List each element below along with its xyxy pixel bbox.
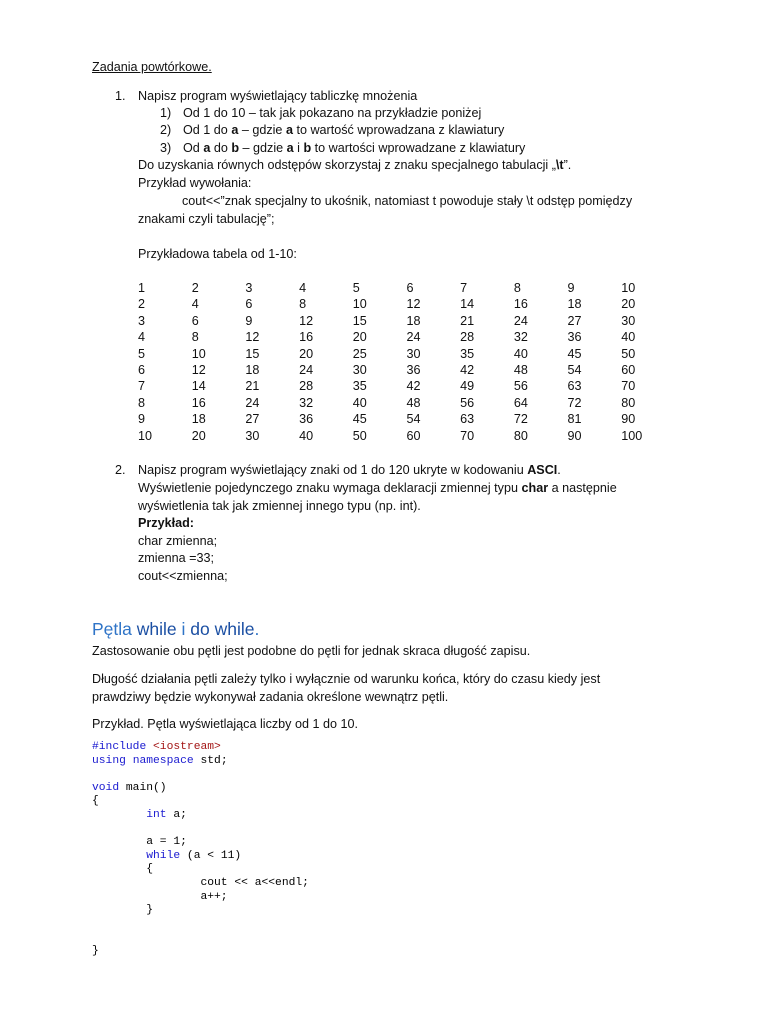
task1-sub-part: Od: [183, 141, 204, 155]
table-cell: 30: [352, 362, 367, 377]
code-cout: cout << a<<endl;: [200, 876, 309, 889]
table-cell: 30: [621, 313, 636, 328]
paragraph-2-line-2: prawdziwy będzie wykonywał zadania określone wewnątrz pętli.: [92, 690, 449, 704]
task2-char: char: [521, 481, 549, 495]
table-cell: 15: [352, 313, 367, 328]
table-cell: 54: [567, 362, 582, 377]
table-cell: 72: [567, 395, 582, 410]
table-cell: 40: [621, 330, 636, 345]
code-close-brace: }: [92, 944, 99, 957]
table-cell: 42: [406, 379, 421, 394]
task2-example-label: Przykład:: [138, 516, 194, 530]
code-increment: a++;: [200, 890, 228, 903]
table-cell: 24: [406, 330, 421, 345]
code-namespace: namespace: [132, 754, 194, 767]
table-cell: 81: [567, 412, 582, 427]
tab-note: [138, 156, 571, 174]
table-cell: 30: [245, 428, 260, 443]
table-cell: 50: [621, 346, 636, 361]
task1-sub-part: a: [203, 141, 211, 155]
table-row: [138, 329, 675, 345]
table-cell: 12: [299, 313, 314, 328]
table-cell: 10: [352, 297, 367, 312]
code-inner-open: {: [146, 863, 154, 876]
table-cell: 60: [406, 428, 421, 443]
table-cell: 48: [406, 395, 421, 410]
table-cell: 16: [191, 395, 206, 410]
task2-code-2: zmienna =33;: [138, 551, 214, 565]
task1-number: 1.: [115, 89, 126, 103]
code-using: using: [92, 754, 126, 767]
table-cell: 64: [513, 395, 528, 410]
table-cell: 2: [191, 281, 199, 295]
table-row: [138, 362, 675, 378]
table-cell: 100: [621, 428, 643, 443]
task1-sub-number: 3): [160, 141, 172, 155]
table-cell: 70: [460, 428, 475, 443]
table-row: [138, 346, 675, 362]
table-cell: 40: [299, 428, 314, 443]
task2-code-1: char zmienna;: [138, 534, 218, 548]
paragraph-3: Przykład. Pętla wyświetlająca liczby od 1 do 10.: [92, 717, 358, 731]
table-cell: 20: [621, 297, 636, 312]
task2-asci: ASCI: [527, 463, 558, 477]
task1-text: Napisz program wyświetlający tabliczkę mnożenia: [138, 89, 418, 103]
task2-line-2-text: Wyświetlenie pojedynczego znaku wymaga deklaracji zmiennej typu: [138, 481, 522, 495]
table-cell: 18: [245, 362, 260, 377]
task1-sub-text: [183, 121, 504, 139]
code-void: void: [92, 781, 120, 794]
table-cell: 20: [352, 330, 367, 345]
table-cell: 9: [138, 412, 146, 427]
table-cell: 5: [138, 346, 146, 361]
code-inner-close: }: [146, 904, 154, 917]
task1-sub-number: 2): [160, 123, 172, 137]
heading-do-while: do while: [190, 619, 255, 639]
tab-note-end: ”.: [563, 158, 572, 172]
code-std: std;: [193, 754, 228, 767]
table-cell: 8: [299, 297, 307, 312]
heading-dot: .: [254, 619, 260, 639]
table-label: Przykładowa tabela od 1-10:: [138, 247, 297, 261]
table-cell: 30: [406, 346, 421, 361]
task2-line-1: [138, 461, 561, 479]
table-cell: 20: [299, 346, 314, 361]
table-cell: 24: [299, 362, 314, 377]
table-cell: 90: [567, 428, 582, 443]
task1-sub-part: Od 1 do 10 – tak jak pokazano na przykładzie poniżej: [183, 106, 482, 120]
table-cell: 42: [460, 362, 475, 377]
table-cell: 7: [460, 281, 468, 295]
task1-sub-part: b: [303, 141, 312, 155]
table-cell: 72: [513, 412, 528, 427]
table-cell: 8: [191, 330, 199, 345]
task2-line-3: wyświetlenia tak jak zmiennej innego typu (np. int).: [138, 499, 421, 513]
table-cell: 45: [352, 412, 367, 427]
task2-line-1-text: Napisz program wyświetlający znaki od 1 do 120 ukryte w kodowaniu: [138, 463, 528, 477]
task1-sub-part: – gdzie: [239, 141, 287, 155]
table-cell: 14: [460, 297, 475, 312]
task2-line-1-end: .: [557, 463, 561, 477]
table-cell: 4: [138, 330, 146, 345]
task1-sub-text: [183, 139, 525, 157]
table-cell: 35: [460, 346, 475, 361]
task1-sub-part: – gdzie: [238, 123, 286, 137]
table-cell: 2: [138, 297, 146, 312]
heading-while: while: [136, 619, 177, 639]
table-cell: 3: [138, 313, 146, 328]
table-cell: 6: [245, 297, 253, 312]
table-cell: 70: [621, 379, 636, 394]
task1-sub-part: a: [231, 123, 239, 137]
table-cell: 24: [245, 395, 260, 410]
task2-line-2-end: a następnie: [548, 481, 617, 495]
table-cell: 28: [299, 379, 314, 394]
table-cell: 80: [513, 428, 528, 443]
task1-sub-number: 1): [160, 106, 172, 120]
table-cell: 3: [245, 281, 253, 295]
table-cell: 9: [567, 281, 575, 295]
table-cell: 56: [513, 379, 528, 394]
table-cell: 8: [513, 281, 521, 295]
table-cell: 10: [138, 428, 153, 443]
table-row: [138, 378, 675, 394]
table-cell: 90: [621, 412, 636, 427]
table-cell: 27: [245, 412, 260, 427]
paragraph-1: Zastosowanie obu pętli jest podobne do pętli for jednak skraca długość zapisu.: [92, 644, 531, 658]
page-title: Zadania powtórkowe.: [92, 60, 212, 74]
example-line-1: cout<<”znak specjalny to ukośnik, natomiast t powoduje stały \t odstęp pomiędzy: [182, 194, 633, 208]
table-row: [138, 395, 675, 411]
heading-and: i: [176, 619, 191, 639]
table-cell: 35: [352, 379, 367, 394]
table-cell: 27: [567, 313, 582, 328]
table-cell: 21: [245, 379, 260, 394]
table-cell: 36: [406, 362, 421, 377]
table-cell: 12: [406, 297, 421, 312]
task2-line-2: [138, 479, 617, 497]
paragraph-2-line-1: Długość działania pętli zależy tylko i wyłącznie od warunku końca, który do czasu kiedy jest: [92, 672, 601, 686]
heading-text: Pętla: [92, 619, 137, 639]
table-cell: 25: [352, 346, 367, 361]
table-cell: 14: [191, 379, 206, 394]
table-row: [138, 313, 675, 329]
table-cell: 18: [567, 297, 582, 312]
table-cell: 4: [191, 297, 199, 312]
code-block: [92, 741, 309, 959]
table-cell: 6: [406, 281, 414, 295]
task1-sub-part: Od 1 do: [183, 123, 232, 137]
table-row: [138, 411, 675, 427]
table-cell: 12: [245, 330, 260, 345]
table-cell: 18: [406, 313, 421, 328]
table-cell: 18: [191, 412, 206, 427]
table-cell: 32: [513, 330, 528, 345]
table-cell: 15: [245, 346, 260, 361]
table-cell: 12: [191, 362, 206, 377]
table-cell: 28: [460, 330, 475, 345]
table-cell: 54: [406, 412, 421, 427]
task1-sub-part: i: [293, 141, 304, 155]
table-cell: 49: [460, 379, 475, 394]
table-cell: 63: [567, 379, 582, 394]
code-while-cond: (a < 11): [180, 849, 242, 862]
task1-sub-text: [183, 104, 481, 122]
table-cell: 1: [138, 281, 146, 295]
code-header: <iostream>: [153, 741, 221, 753]
tab-note-code: \t: [555, 158, 564, 172]
task1-sub-part: a: [286, 141, 294, 155]
table-cell: 6: [138, 362, 146, 377]
table-cell: 16: [299, 330, 314, 345]
table-cell: 32: [299, 395, 314, 410]
task1-sub-part: to wartość wprowadzana z klawiatury: [292, 123, 505, 137]
table-cell: 16: [513, 297, 528, 312]
code-main: main(): [119, 781, 167, 794]
table-row: [138, 280, 675, 296]
example-label: Przykład wywołania:: [138, 176, 252, 190]
table-cell: 36: [299, 412, 314, 427]
code-while: while: [146, 849, 181, 862]
table-cell: 45: [567, 346, 582, 361]
task2-number: 2.: [115, 463, 126, 477]
code-int-var: a;: [166, 808, 187, 821]
task2-code-3: cout<<zmienna;: [138, 569, 228, 583]
table-cell: 4: [299, 281, 307, 295]
task1-sub-part: to wartości wprowadzane z klawiatury: [311, 141, 526, 155]
table-cell: 8: [138, 395, 146, 410]
table-row: [138, 428, 675, 444]
table-cell: 63: [460, 412, 475, 427]
code-assign: a = 1;: [146, 836, 187, 849]
task1-sub-part: do: [210, 141, 232, 155]
code-include: #include: [92, 741, 147, 753]
table-cell: 10: [191, 346, 206, 361]
example-line-2: znakami czyli tabulację”;: [138, 212, 275, 226]
table-cell: 50: [352, 428, 367, 443]
task1-sub-part: a: [285, 123, 293, 137]
table-cell: 40: [513, 346, 528, 361]
table-cell: 60: [621, 362, 636, 377]
code-open-brace: {: [92, 795, 99, 808]
code-int: int: [146, 808, 167, 821]
table-cell: 40: [352, 395, 367, 410]
table-cell: 10: [621, 281, 636, 295]
tab-note-text: Do uzyskania równych odstępów skorzystaj z znaku specjalnego tabulacji „: [138, 158, 556, 172]
multiplication-table: [138, 280, 675, 444]
section-heading: [92, 619, 259, 640]
table-cell: 7: [138, 379, 146, 394]
table-cell: 56: [460, 395, 475, 410]
table-cell: 20: [191, 428, 206, 443]
table-cell: 6: [191, 313, 199, 328]
table-cell: 5: [352, 281, 360, 295]
table-cell: 36: [567, 330, 582, 345]
table-cell: 24: [513, 313, 528, 328]
table-row: [138, 296, 675, 312]
table-cell: 21: [460, 313, 475, 328]
task1-sub-part: b: [231, 141, 240, 155]
table-cell: 48: [513, 362, 528, 377]
table-cell: 80: [621, 395, 636, 410]
table-cell: 9: [245, 313, 253, 328]
